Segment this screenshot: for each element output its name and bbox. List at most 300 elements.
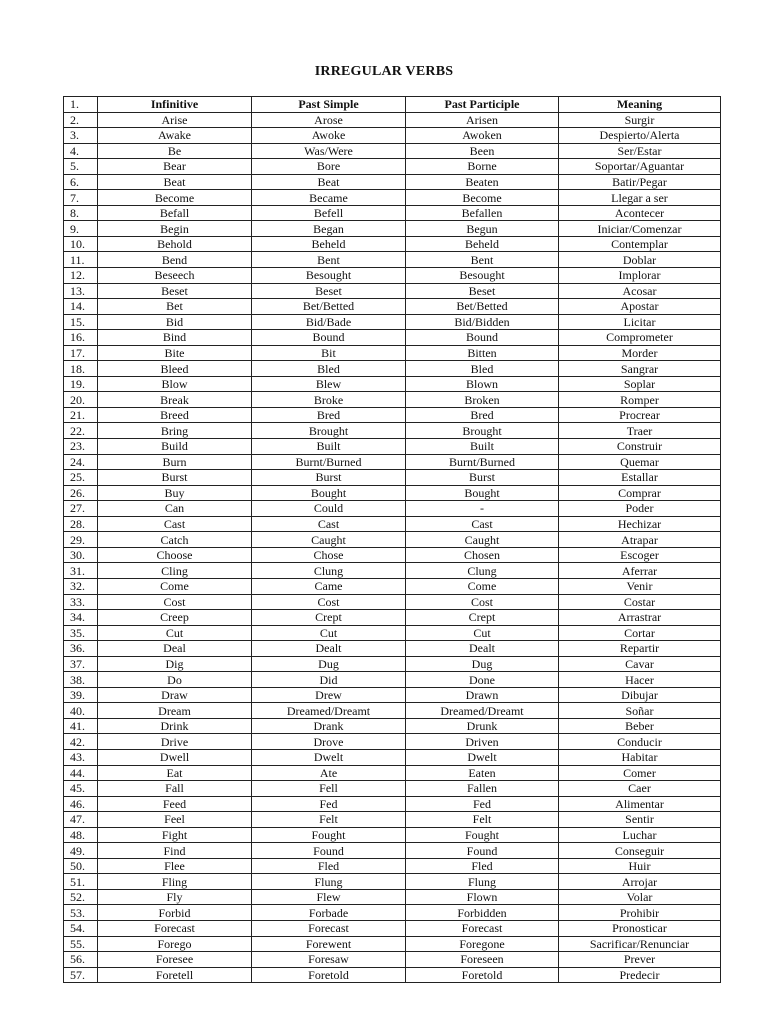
past-simple-cell: Found <box>252 843 406 859</box>
past-simple-cell: Could <box>252 501 406 517</box>
infinitive-cell: Behold <box>98 236 252 252</box>
past-participle-cell: Broken <box>406 392 559 408</box>
row-number: 56. <box>64 952 98 968</box>
past-simple-cell: Arose <box>252 112 406 128</box>
infinitive-cell: Cast <box>98 516 252 532</box>
meaning-cell: Iniciar/Comenzar <box>559 221 721 237</box>
row-number: 21. <box>64 407 98 423</box>
table-row <box>64 843 721 859</box>
meaning-cell: Romper <box>559 392 721 408</box>
meaning-cell: Construir <box>559 439 721 455</box>
past-participle-cell: - <box>406 501 559 517</box>
meaning-cell: Repartir <box>559 641 721 657</box>
row-number: 16. <box>64 330 98 346</box>
meaning-cell: Venir <box>559 578 721 594</box>
table-row <box>64 858 721 874</box>
past-participle-cell: Fought <box>406 827 559 843</box>
past-simple-cell: Foresaw <box>252 952 406 968</box>
past-simple-cell: Bet/Betted <box>252 299 406 315</box>
row-number: 44. <box>64 765 98 781</box>
table-row <box>64 283 721 299</box>
past-participle-cell: Felt <box>406 812 559 828</box>
table-row <box>64 268 721 284</box>
verb-rows <box>64 112 721 983</box>
past-simple-cell: Broke <box>252 392 406 408</box>
past-participle-cell: Cost <box>406 594 559 610</box>
table-row <box>64 594 721 610</box>
past-participle-cell: Beaten <box>406 174 559 190</box>
table-row <box>64 687 721 703</box>
row-number: 9. <box>64 221 98 237</box>
table-row <box>64 361 721 377</box>
table-row <box>64 299 721 315</box>
header-past-participle: Past Participle <box>406 97 559 113</box>
past-simple-cell: Ate <box>252 765 406 781</box>
meaning-cell: Sentir <box>559 812 721 828</box>
past-participle-cell: Cut <box>406 625 559 641</box>
table-row <box>64 236 721 252</box>
infinitive-cell: Fly <box>98 889 252 905</box>
past-participle-cell: Flung <box>406 874 559 890</box>
table-row <box>64 128 721 144</box>
past-participle-cell: Drawn <box>406 687 559 703</box>
past-participle-cell: Brought <box>406 423 559 439</box>
past-simple-cell: Crept <box>252 610 406 626</box>
meaning-cell: Comprometer <box>559 330 721 346</box>
row-number: 28. <box>64 516 98 532</box>
infinitive-cell: Begin <box>98 221 252 237</box>
row-number: 34. <box>64 610 98 626</box>
past-simple-cell: Bought <box>252 485 406 501</box>
past-participle-cell: Driven <box>406 734 559 750</box>
past-simple-cell: Cast <box>252 516 406 532</box>
meaning-cell: Prohibir <box>559 905 721 921</box>
past-participle-cell: Come <box>406 578 559 594</box>
past-participle-cell: Burnt/Burned <box>406 454 559 470</box>
table-row <box>64 734 721 750</box>
past-participle-cell: Flown <box>406 889 559 905</box>
row-number: 17. <box>64 345 98 361</box>
meaning-cell: Escoger <box>559 547 721 563</box>
past-participle-cell: Forbidden <box>406 905 559 921</box>
row-number: 12. <box>64 268 98 284</box>
past-participle-cell: Bent <box>406 252 559 268</box>
table-row <box>64 610 721 626</box>
infinitive-cell: Bind <box>98 330 252 346</box>
meaning-cell: Llegar a ser <box>559 190 721 206</box>
row-number: 37. <box>64 656 98 672</box>
past-participle-cell: Caught <box>406 532 559 548</box>
past-participle-cell: Bled <box>406 361 559 377</box>
meaning-cell: Despierto/Alerta <box>559 128 721 144</box>
table-header-row <box>64 97 721 113</box>
table-row <box>64 703 721 719</box>
past-simple-cell: Fought <box>252 827 406 843</box>
infinitive-cell: Catch <box>98 532 252 548</box>
past-participle-cell: Foreseen <box>406 952 559 968</box>
table-row <box>64 190 721 206</box>
past-simple-cell: Brought <box>252 423 406 439</box>
meaning-cell: Volar <box>559 889 721 905</box>
infinitive-cell: Dig <box>98 656 252 672</box>
past-participle-cell: Bet/Betted <box>406 299 559 315</box>
table-row <box>64 718 721 734</box>
infinitive-cell: Drive <box>98 734 252 750</box>
infinitive-cell: Be <box>98 143 252 159</box>
meaning-cell: Soñar <box>559 703 721 719</box>
infinitive-cell: Break <box>98 392 252 408</box>
meaning-cell: Arrastrar <box>559 610 721 626</box>
infinitive-cell: Breed <box>98 407 252 423</box>
past-participle-cell: Burst <box>406 470 559 486</box>
meaning-cell: Aferrar <box>559 563 721 579</box>
infinitive-cell: Draw <box>98 687 252 703</box>
table-row <box>64 205 721 221</box>
meaning-cell: Arrojar <box>559 874 721 890</box>
meaning-cell: Quemar <box>559 454 721 470</box>
row-number: 24. <box>64 454 98 470</box>
past-simple-cell: Built <box>252 439 406 455</box>
meaning-cell: Contemplar <box>559 236 721 252</box>
irregular-verbs-table <box>63 96 721 983</box>
past-participle-cell: Begun <box>406 221 559 237</box>
infinitive-cell: Arise <box>98 112 252 128</box>
past-simple-cell: Bid/Bade <box>252 314 406 330</box>
past-participle-cell: Borne <box>406 159 559 175</box>
row-number: 7. <box>64 190 98 206</box>
past-simple-cell: Forecast <box>252 920 406 936</box>
row-number: 13. <box>64 283 98 299</box>
infinitive-cell: Foretell <box>98 967 252 983</box>
past-simple-cell: Dealt <box>252 641 406 657</box>
past-participle-cell: Clung <box>406 563 559 579</box>
row-number: 54. <box>64 920 98 936</box>
infinitive-cell: Deal <box>98 641 252 657</box>
meaning-cell: Costar <box>559 594 721 610</box>
row-number: 15. <box>64 314 98 330</box>
past-participle-cell: Foregone <box>406 936 559 952</box>
past-simple-cell: Flew <box>252 889 406 905</box>
past-simple-cell: Bled <box>252 361 406 377</box>
past-simple-cell: Cut <box>252 625 406 641</box>
table-row <box>64 221 721 237</box>
past-simple-cell: Began <box>252 221 406 237</box>
infinitive-cell: Choose <box>98 547 252 563</box>
row-number: 3. <box>64 128 98 144</box>
past-simple-cell: Bound <box>252 330 406 346</box>
row-number: 41. <box>64 718 98 734</box>
infinitive-cell: Do <box>98 672 252 688</box>
past-simple-cell: Felt <box>252 812 406 828</box>
meaning-cell: Cavar <box>559 656 721 672</box>
table-row <box>64 174 721 190</box>
table-row <box>64 112 721 128</box>
header-row-number: 1. <box>64 97 98 113</box>
past-simple-cell: Flung <box>252 874 406 890</box>
infinitive-cell: Bleed <box>98 361 252 377</box>
table-row <box>64 439 721 455</box>
row-number: 42. <box>64 734 98 750</box>
meaning-cell: Soportar/Aguantar <box>559 159 721 175</box>
past-participle-cell: Dreamed/Dreamt <box>406 703 559 719</box>
meaning-cell: Poder <box>559 501 721 517</box>
row-number: 2. <box>64 112 98 128</box>
infinitive-cell: Creep <box>98 610 252 626</box>
table-row <box>64 376 721 392</box>
row-number: 8. <box>64 205 98 221</box>
past-simple-cell: Fled <box>252 858 406 874</box>
row-number: 32. <box>64 578 98 594</box>
past-participle-cell: Besought <box>406 268 559 284</box>
table-row <box>64 905 721 921</box>
meaning-cell: Conseguir <box>559 843 721 859</box>
row-number: 27. <box>64 501 98 517</box>
past-participle-cell: Beheld <box>406 236 559 252</box>
past-simple-cell: Drew <box>252 687 406 703</box>
table-row <box>64 920 721 936</box>
meaning-cell: Surgir <box>559 112 721 128</box>
infinitive-cell: Cut <box>98 625 252 641</box>
infinitive-cell: Flee <box>98 858 252 874</box>
past-simple-cell: Came <box>252 578 406 594</box>
infinitive-cell: Burst <box>98 470 252 486</box>
past-participle-cell: Awoken <box>406 128 559 144</box>
meaning-cell: Habitar <box>559 749 721 765</box>
past-simple-cell: Chose <box>252 547 406 563</box>
row-number: 45. <box>64 781 98 797</box>
past-participle-cell: Chosen <box>406 547 559 563</box>
past-simple-cell: Fell <box>252 781 406 797</box>
meaning-cell: Ser/Estar <box>559 143 721 159</box>
infinitive-cell: Bite <box>98 345 252 361</box>
meaning-cell: Doblar <box>559 252 721 268</box>
meaning-cell: Hechizar <box>559 516 721 532</box>
past-simple-cell: Beat <box>252 174 406 190</box>
infinitive-cell: Feed <box>98 796 252 812</box>
row-number: 20. <box>64 392 98 408</box>
infinitive-cell: Cost <box>98 594 252 610</box>
infinitive-cell: Become <box>98 190 252 206</box>
infinitive-cell: Come <box>98 578 252 594</box>
past-simple-cell: Dug <box>252 656 406 672</box>
past-participle-cell: Been <box>406 143 559 159</box>
infinitive-cell: Fight <box>98 827 252 843</box>
past-simple-cell: Beheld <box>252 236 406 252</box>
row-number: 48. <box>64 827 98 843</box>
meaning-cell: Sangrar <box>559 361 721 377</box>
document-title: IRREGULAR VERBS <box>314 64 454 79</box>
past-participle-cell: Foretold <box>406 967 559 983</box>
row-number: 31. <box>64 563 98 579</box>
past-participle-cell: Done <box>406 672 559 688</box>
past-simple-cell: Forewent <box>252 936 406 952</box>
row-number: 38. <box>64 672 98 688</box>
infinitive-cell: Fall <box>98 781 252 797</box>
table-row <box>64 625 721 641</box>
table-row <box>64 765 721 781</box>
row-number: 43. <box>64 749 98 765</box>
past-simple-cell: Beset <box>252 283 406 299</box>
meaning-cell: Comprar <box>559 485 721 501</box>
infinitive-cell: Forbid <box>98 905 252 921</box>
infinitive-cell: Foresee <box>98 952 252 968</box>
table-row <box>64 454 721 470</box>
past-participle-cell: Drunk <box>406 718 559 734</box>
past-participle-cell: Dug <box>406 656 559 672</box>
past-simple-cell: Bred <box>252 407 406 423</box>
past-simple-cell: Foretold <box>252 967 406 983</box>
past-participle-cell: Fallen <box>406 781 559 797</box>
infinitive-cell: Eat <box>98 765 252 781</box>
row-number: 23. <box>64 439 98 455</box>
table-row <box>64 314 721 330</box>
table-row <box>64 547 721 563</box>
past-simple-cell: Drove <box>252 734 406 750</box>
table-row <box>64 159 721 175</box>
row-number: 40. <box>64 703 98 719</box>
meaning-cell: Batir/Pegar <box>559 174 721 190</box>
past-simple-cell: Bit <box>252 345 406 361</box>
past-simple-cell: Bent <box>252 252 406 268</box>
infinitive-cell: Can <box>98 501 252 517</box>
row-number: 50. <box>64 858 98 874</box>
past-participle-cell: Arisen <box>406 112 559 128</box>
table-row <box>64 796 721 812</box>
table-row <box>64 749 721 765</box>
infinitive-cell: Dwell <box>98 749 252 765</box>
table-row <box>64 143 721 159</box>
meaning-cell: Estallar <box>559 470 721 486</box>
row-number: 36. <box>64 641 98 657</box>
table-row <box>64 485 721 501</box>
infinitive-cell: Bring <box>98 423 252 439</box>
past-participle-cell: Bitten <box>406 345 559 361</box>
infinitive-cell: Beset <box>98 283 252 299</box>
infinitive-cell: Bid <box>98 314 252 330</box>
past-simple-cell: Did <box>252 672 406 688</box>
meaning-cell: Procrear <box>559 407 721 423</box>
meaning-cell: Atrapar <box>559 532 721 548</box>
past-participle-cell: Built <box>406 439 559 455</box>
row-number: 30. <box>64 547 98 563</box>
past-simple-cell: Blew <box>252 376 406 392</box>
row-number: 46. <box>64 796 98 812</box>
table-row <box>64 812 721 828</box>
meaning-cell: Cortar <box>559 625 721 641</box>
meaning-cell: Traer <box>559 423 721 439</box>
table-row <box>64 656 721 672</box>
past-simple-cell: Caught <box>252 532 406 548</box>
meaning-cell: Licitar <box>559 314 721 330</box>
meaning-cell: Huir <box>559 858 721 874</box>
row-number: 14. <box>64 299 98 315</box>
row-number: 47. <box>64 812 98 828</box>
meaning-cell: Dibujar <box>559 687 721 703</box>
table-row <box>64 330 721 346</box>
infinitive-cell: Beseech <box>98 268 252 284</box>
past-simple-cell: Forbade <box>252 905 406 921</box>
table-row <box>64 827 721 843</box>
past-simple-cell: Befell <box>252 205 406 221</box>
infinitive-cell: Befall <box>98 205 252 221</box>
meaning-cell: Beber <box>559 718 721 734</box>
infinitive-cell: Bend <box>98 252 252 268</box>
infinitive-cell: Drink <box>98 718 252 734</box>
table-row <box>64 407 721 423</box>
infinitive-cell: Bear <box>98 159 252 175</box>
meaning-cell: Conducir <box>559 734 721 750</box>
row-number: 4. <box>64 143 98 159</box>
past-participle-cell: Bred <box>406 407 559 423</box>
infinitive-cell: Feel <box>98 812 252 828</box>
meaning-cell: Acontecer <box>559 205 721 221</box>
row-number: 39. <box>64 687 98 703</box>
past-participle-cell: Found <box>406 843 559 859</box>
meaning-cell: Predecir <box>559 967 721 983</box>
meaning-cell: Caer <box>559 781 721 797</box>
meaning-cell: Acosar <box>559 283 721 299</box>
meaning-cell: Prever <box>559 952 721 968</box>
table-row <box>64 874 721 890</box>
past-simple-cell: Dreamed/Dreamt <box>252 703 406 719</box>
past-simple-cell: Besought <box>252 268 406 284</box>
meaning-cell: Implorar <box>559 268 721 284</box>
infinitive-cell: Buy <box>98 485 252 501</box>
row-number: 33. <box>64 594 98 610</box>
infinitive-cell: Dream <box>98 703 252 719</box>
meaning-cell: Pronosticar <box>559 920 721 936</box>
past-participle-cell: Crept <box>406 610 559 626</box>
row-number: 5. <box>64 159 98 175</box>
row-number: 51. <box>64 874 98 890</box>
row-number: 22. <box>64 423 98 439</box>
table-row <box>64 578 721 594</box>
table-row <box>64 252 721 268</box>
table-row <box>64 936 721 952</box>
table-row <box>64 345 721 361</box>
past-participle-cell: Fed <box>406 796 559 812</box>
past-simple-cell: Bore <box>252 159 406 175</box>
meaning-cell: Hacer <box>559 672 721 688</box>
infinitive-cell: Blow <box>98 376 252 392</box>
infinitive-cell: Forecast <box>98 920 252 936</box>
past-participle-cell: Bought <box>406 485 559 501</box>
infinitive-cell: Cling <box>98 563 252 579</box>
row-number: 10. <box>64 236 98 252</box>
past-simple-cell: Burnt/Burned <box>252 454 406 470</box>
header-infinitive: Infinitive <box>98 97 252 113</box>
past-participle-cell: Eaten <box>406 765 559 781</box>
past-participle-cell: Become <box>406 190 559 206</box>
past-simple-cell: Became <box>252 190 406 206</box>
table-row <box>64 952 721 968</box>
past-simple-cell: Clung <box>252 563 406 579</box>
past-participle-cell: Dwelt <box>406 749 559 765</box>
meaning-cell: Morder <box>559 345 721 361</box>
past-simple-cell: Cost <box>252 594 406 610</box>
meaning-cell: Luchar <box>559 827 721 843</box>
past-simple-cell: Fed <box>252 796 406 812</box>
table-row <box>64 516 721 532</box>
infinitive-cell: Build <box>98 439 252 455</box>
table-row <box>64 501 721 517</box>
meaning-cell: Alimentar <box>559 796 721 812</box>
past-participle-cell: Beset <box>406 283 559 299</box>
header-meaning: Meaning <box>559 97 721 113</box>
meaning-cell: Soplar <box>559 376 721 392</box>
meaning-cell: Sacrificar/Renunciar <box>559 936 721 952</box>
table-row <box>64 392 721 408</box>
